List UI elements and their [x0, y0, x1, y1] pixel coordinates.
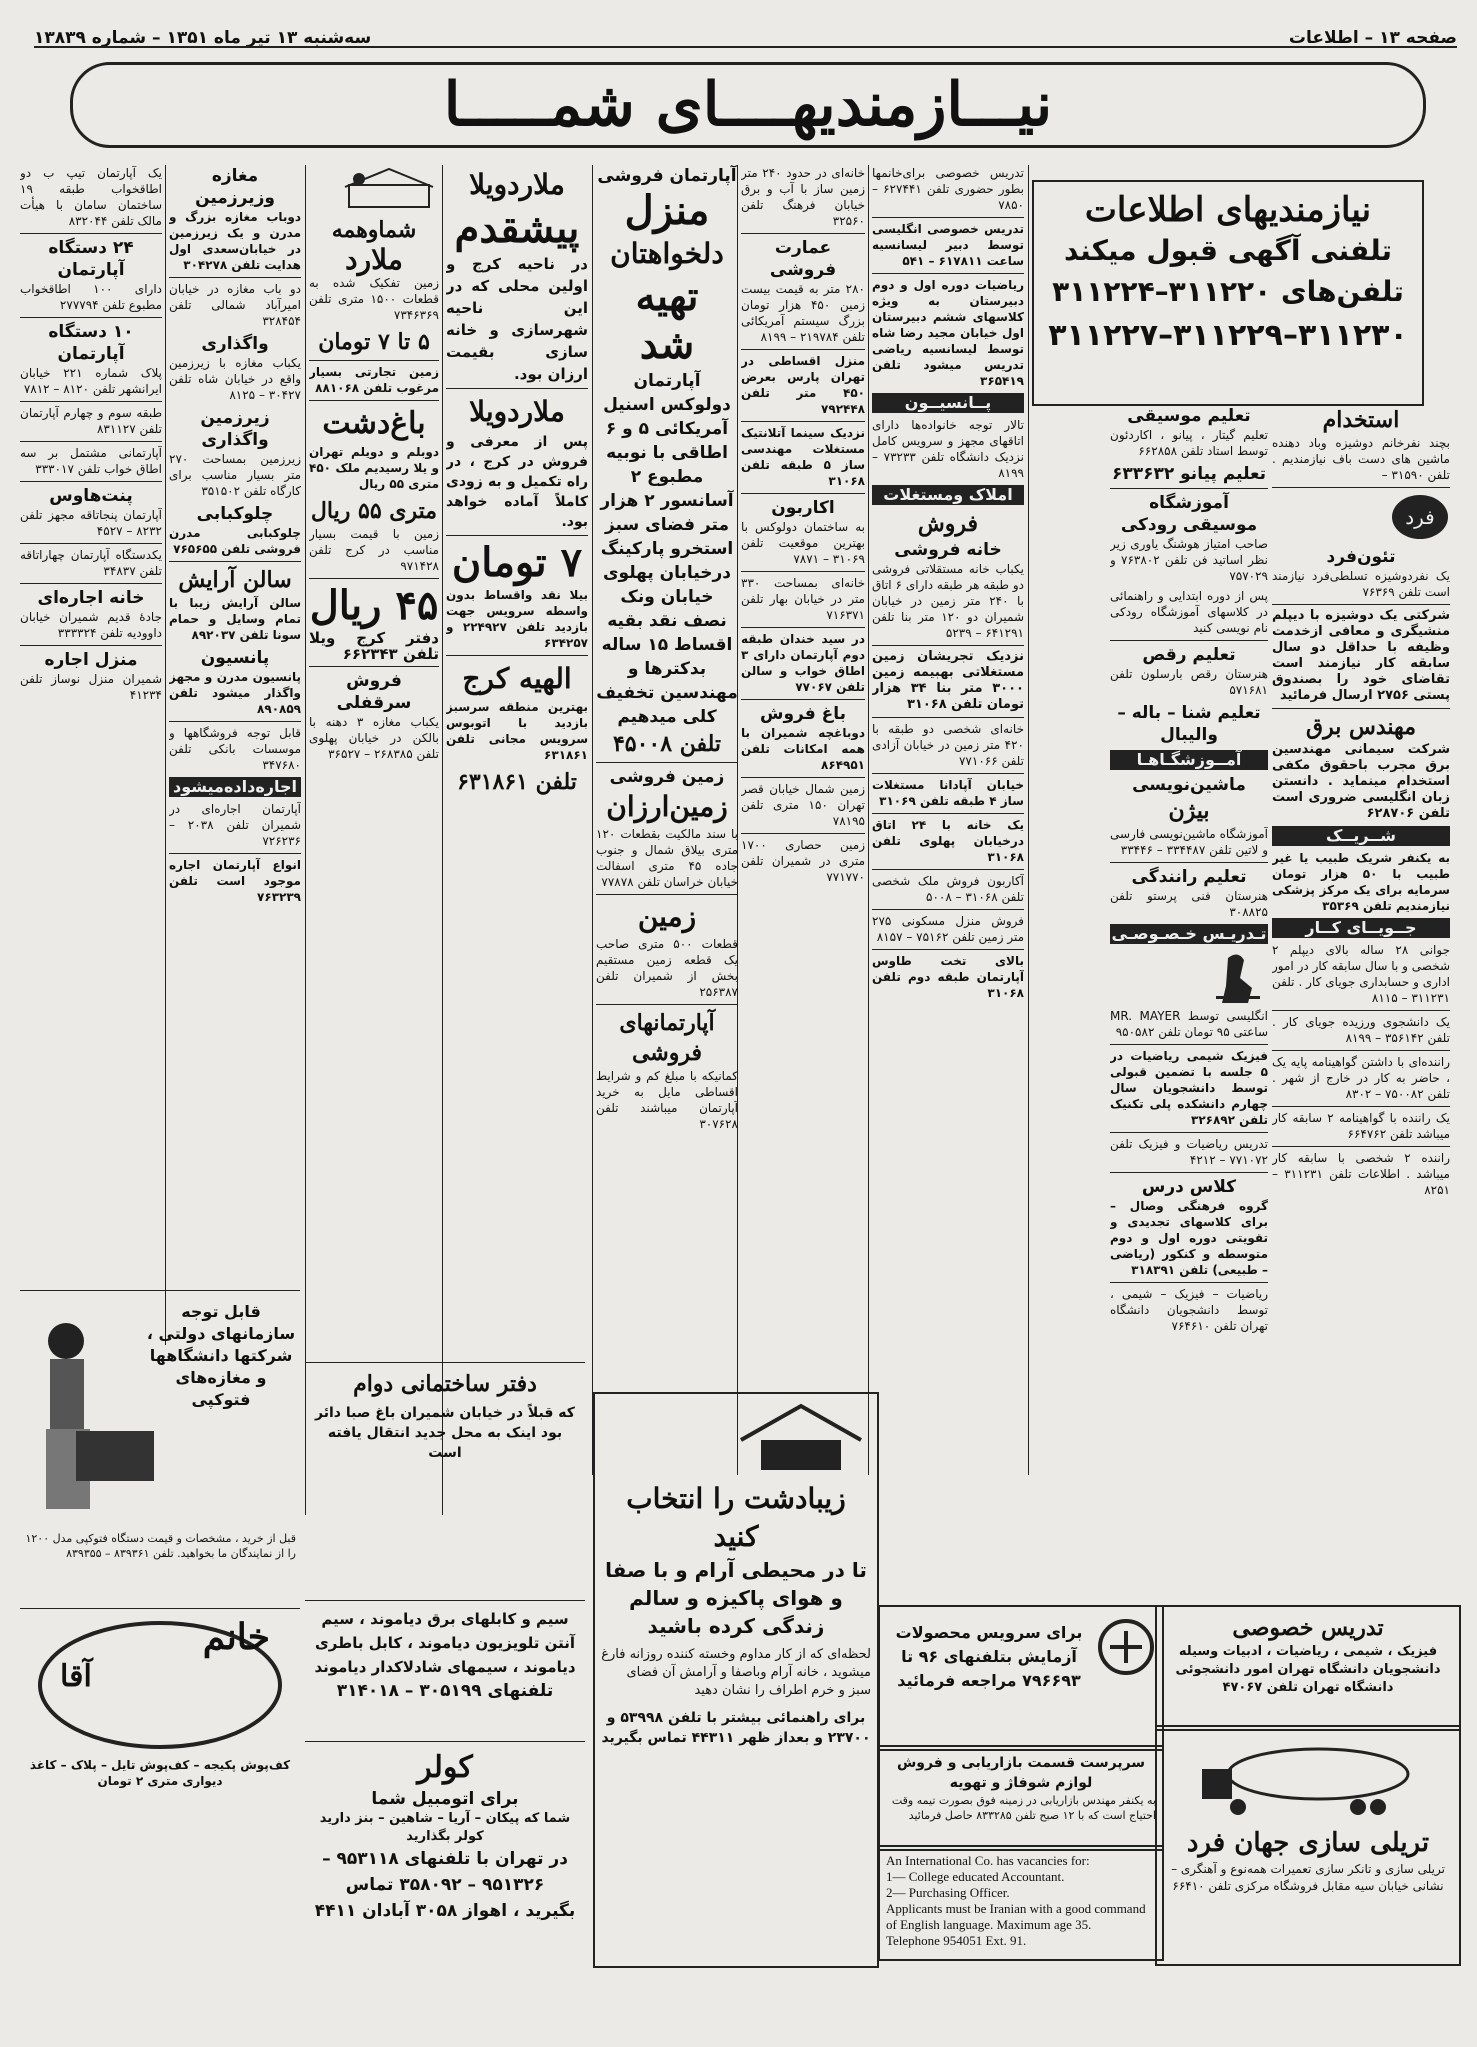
heading-akarbon: اکاربون	[771, 498, 835, 518]
elahieh-phone: تلفن ۶۳۱۸۶۱	[457, 769, 577, 795]
heading-24: ۲۴ دستگاه آپارتمان	[48, 238, 134, 280]
ad-7-6: یکباب مغازه ۳ دهنه با بالکن در خیابان پهلوی تلفن ۲۶۸۳۸۵ – ۳۶۵۲۷	[309, 715, 439, 761]
ad-khaneh: یکباب خانه مستقلاتی فروشی دو طبقه هر طبقه دارای ۶ اتاق با ۲۴۰ متر زمین در خیابان شمیران دو ۱۲۰ متر بنا تلفن ۶۴۱۲۹۱ – ۵۲۳۹	[872, 562, 1024, 640]
diamond-phone: تلفنهای ۳۰۵۱۹۹ – ۳۱۴۰۱۸	[336, 1681, 554, 1701]
villa-logo	[309, 165, 439, 215]
tooneh-logo	[1272, 492, 1450, 542]
issue-date: سه‌شنبه ۱۳ تیر ماه ۱۳۵۱ – شماره ۱۳۸۳۹	[34, 28, 372, 48]
heading-pansion: پــانسیــون	[872, 393, 1024, 413]
heading-salon: سالن آرایش	[178, 567, 292, 593]
ad-amoozeshgah-2: پس از دوره ابتدایی و راهنمائی در کلاسهای آموزشگاه رودکی نام نویسی کنید	[1110, 589, 1268, 635]
ad-8-5: چلوکبابی مدرن فروشی تلفن ۷۶۵۶۵۵	[169, 526, 301, 556]
ad-8-4: زیرزمین بمساحت ۲۷۰ متر بسیار مناسب برای کارگاه تلفن ۳۵۱۵۰۲	[169, 452, 301, 498]
heading-manzel: منزل	[624, 187, 710, 234]
photocopy-heading: قابل توجه سازمانهای دولتی ، شرکتها دانشگاهها و مغازه‌های فتوکپی	[146, 1302, 296, 1409]
section-title: نیـــازمندیهــــای شمـــــا	[70, 62, 1426, 148]
ad-khiaban: خیابان آپادانا مستغلات ساز ۴ طبقه تلفن ۳۱۰۶۹	[872, 778, 1024, 808]
heading-shena: تعلیم شنا – باله – والیبال	[1117, 703, 1261, 745]
ad-9-1: یک آپارتمان تیپ ب دو اطاقخواب طبقه ۱۹ ساختمان سامان با هیأت مالک تلفن ۸۳۲۰۴۴	[20, 166, 162, 228]
ad-fizik: فیزیک شیمی ریاضیات در ۵ جلسه با تضمین قبولی توسط دانشجویان سال چهارم دانشکده پلی تکنیک تلفن ۳۲۶۸۹۲	[1110, 1049, 1268, 1127]
ad-9-2: دارای ۱۰۰ اطاقخواب مطبوع تلفن ۲۷۷۷۹۴	[20, 282, 162, 312]
heading-khaneh-ejareh: خانه اجاره‌ای	[37, 588, 145, 608]
heading-chelokababi: چلوکبابی	[196, 504, 274, 524]
english-line-2: 1— College educated Accountant.	[886, 1869, 1065, 1884]
column-9	[20, 165, 162, 1265]
ad-zamin: با سند مالکیت بقطعات ۱۲۰ متری بیلاق شمال و جنوب جاده ۴۵ متری اسفالت خیابان خراسان تلفن ۷۷۸۷۸	[596, 827, 738, 889]
english-line-1: An International Co. has vacancies for:	[886, 1853, 1090, 1868]
heading-moosighi: تعلیم موسیقی	[1127, 406, 1251, 426]
column-rule	[305, 165, 306, 1515]
heading-sarqofli: فروش سرقفلی	[336, 671, 412, 713]
azmayesh-ad	[878, 1605, 1164, 1751]
cooler-title: کولر	[417, 1750, 473, 1785]
flooring-text: کف‌پوش پکیجه – کف‌پوش تایل – پلاک – کاغذ دیواری متری ۲ تومان	[29, 1758, 291, 1788]
photocopy-ad	[20, 1290, 300, 1601]
heading-ejareh: اجاره‌داده‌میشود	[169, 777, 301, 797]
writing-figure-icon	[1110, 948, 1268, 1008]
heading-elahieh: الهیه کرج	[462, 662, 572, 695]
heading-zamin-arzan: زمین‌ارزان	[606, 790, 728, 823]
ad-8-1: دوباب مغازه بزرگ و مدرن و یک زیرزمین در خیابان‌سعدی اول هدایت تلفن ۳۰۴۲۷۸	[169, 210, 301, 272]
ad-apart-text: آپارتمان دولوکس اسنیل آمریکائی ۵ و ۶ اطاقی با نوبیه مطبوع ۲ آسانسور ۲ هزار متر فضای سبز استخرو پارکینگ درخیابان پهلوی خیابان ونک نصف نقد بقیه اقساط ۱۵ ساله بدکترها و مهندسین تخفیف کلی میدهیم	[596, 371, 738, 727]
english-vacancy-ad	[878, 1845, 1164, 1961]
ad-8-9: آپارتمان اجاره‌ای در شمیران تلفن ۲۰۳۸ – ۷۲۶۲۳۶	[169, 802, 301, 848]
ad-kelas: گروه فرهنگی وصال – برای کلاسهای تجدیدی و تقویتی دوره اول و دوم متوسطه و کنکور (ریاضی – طبیعی) تلفن ۳۱۸۳۹۱	[1110, 1199, 1268, 1277]
column-rule	[868, 165, 869, 1475]
ad-malard-2: پس از معرفی و فروش در کرج ، در راه تکمیل و به زودی کاملاً آماده خواهد بود.	[446, 434, 588, 530]
ad-english: انگلیسی توسط MR. MAYER ساعتی ۹۵ تومان تلفن ۹۵۰۵۸۲	[1110, 1009, 1268, 1039]
ad-toonfard: یک نفردوشیزه تسلطی‌فرد نیازمند است تلفن ۷۶۳۶۹	[1272, 569, 1450, 599]
heading-manzel-ejareh: منزل اجاره	[44, 650, 138, 670]
heading-mashin: ماشین‌نویسی	[1132, 775, 1246, 795]
heading-pansion: پانسیون	[200, 648, 270, 668]
ad-9-9: شمیران منزل نوساز تلفن ۴۱۲۳۴	[20, 672, 162, 702]
ad-5-8: زمین شمال خیابان قصر تهران ۱۵۰ متری تلفن ۷۸۱۹۵	[741, 782, 865, 828]
cooler-sub: برای اتومبیل شما	[371, 1789, 519, 1809]
ad-8-7: پانسیون مدرن و مجهز واگذار میشود تلفن ۸۹۰۸۵۹	[169, 670, 301, 716]
sarparast-text: به یکنفر مهندس بازاریابی در زمینه فوق بصورت تیمه وقت احتیاج است که با ۱۲ صبح تلفن ۸۳۳۲۸۵ حاصل فرمائید	[891, 1794, 1156, 1822]
heading-10: ۱۰ دستگاه آپارتمان	[48, 322, 134, 364]
ad-moosighi: تعلیم گیتار ، پیانو ، اکاردئون توسط استاد تلفن ۶۶۲۸۵۸	[1110, 428, 1268, 458]
heading-tahieh: تهیه	[635, 273, 699, 320]
svg-text:فرد: فرد	[1405, 505, 1435, 529]
ad-jooya: جوانی ۲۸ ساله بالای دیپلم ۲ شخصی و با سال سابقه کار در امور اداری و حسابداری جویای کار . تلفن ۳۱۱۲۳۱ – ۸۱۱۵	[1272, 943, 1450, 1005]
heading-amlak: املاک ومستغلات	[872, 485, 1024, 505]
heading-vagozari: واگذاری	[201, 334, 269, 354]
heading-7toman: ۷ تومان	[451, 539, 583, 586]
ad-sherkat: شرکتی یک دوشیزه با دیپلم منشیگری و معافی ازخدمت وظیفه با حداقل دو سال سابقه کار نیازمند است تقاضای خود را بصندوق پستی ۲۷۵۶ ارسال فرمائید	[1272, 608, 1450, 703]
heading-aparteman: آپارتمانهای فروشی	[619, 1010, 715, 1066]
heading-zirzamin: زیرزمین واگذاری	[200, 408, 270, 450]
heading-55rial: متری ۵۵ ریال	[310, 498, 438, 524]
heading-amoozeshgaha: آمــوزشگـاهـا	[1110, 750, 1268, 770]
davam-title: دفتر ساختمانی دوام	[353, 1371, 537, 1397]
ad-bizhan: آموزشگاه ماشین‌نویسی فارسی و لاتین تلفن ۳۳۴۴۸۷ – ۳۳۴۴۶	[1110, 827, 1268, 857]
ad-apart: آکاربون فروش ملک شخصی تلفن ۳۱۰۶۸ – ۵۰۰۸	[872, 874, 1024, 904]
ad-khaneh-3: یک خانه با ۲۴ اتاق درخیابان پهلوی تلفن ۳۱۰۶۸	[872, 818, 1024, 864]
ad-riazi: ریاضیات دوره اول و دوم دبیرستان به ویژه کلاسهای ششم دبیرستان اول خیابان مجید رضا شاه توسط لیسانسیه ریاضی تدریس میشود تلفن ۳۶۵۴۱۹	[872, 278, 1024, 388]
ad-tadris-2: تدریس خصوصی انگلیسی توسط دبیر لیسانسیه ساعت ۶۱۷۸۱۱ – ۵۴۱	[872, 222, 1024, 268]
ad-pansion: تالار توجه خانواده‌ها دارای اتاقهای مجهز و سرویس کامل نزدیک دانشگاه تلفن ۷۳۲۳۳ – ۸۱۹۹	[872, 418, 1024, 480]
ad-foroosh-2: فروش منزل مسکونی ۲۷۵ متر زمین تلفن ۷۵۱۶۲ – ۸۱۵۷	[872, 914, 1024, 944]
khanum-title: خانم	[202, 1616, 270, 1658]
diamond-text: سیم و کابلهای برق دیاموند ، سیم آنتن تلویزیون دیاموند ، کابل باطری دیاموند ، سیمهای شادلاکدار دیاموند	[314, 1610, 576, 1676]
ad-5-3: ۲۸۰ متر به قیمت بیست زمین ۴۵۰ هزار تومان بزرگ سیستم آمریکائی تلفن ۲۱۹۷۸۴ – ۸۱۹۹	[741, 282, 865, 344]
tanker-truck-icon	[1198, 1739, 1418, 1819]
column-6	[446, 165, 588, 1345]
ad-5-1: خانه‌ای در حدود ۲۴۰ متر زمین ساز با آب و برق خیابان فرهنگ تلفن ۳۲۵۶۰	[741, 166, 865, 228]
ad-ranandeh-2: یک راننده با گواهینامه ۲ سابقه کار میباشد تلفن ۶۶۴۷۶۲	[1272, 1111, 1450, 1141]
azmayesh-text: برای سرویس محصولات آزمایش بتلفنهای ۹۶ تا ۷۹۶۶۹۳ مراجعه فرمائید	[895, 1623, 1083, 1690]
heading-kelas: کلاس درس	[1141, 1177, 1237, 1197]
woman-with-copier-icon	[26, 1311, 156, 1521]
column-rule	[592, 165, 593, 1475]
ad-nazdik: نزدیک تجریشان زمین مستغلاتی بهبیمه زمین ۳۰۰۰ متر بنا ۳۴ هزار تومان تلفن ۳۱۰۶۸	[872, 649, 1024, 712]
info-sub: تلفنی آگهی قبول میکند	[1063, 234, 1393, 267]
ad-7-3: دوبلم و دویلم تهران و یلا رسیدیم ملک ۴۵۰ متری ۵۵ ریال	[309, 445, 439, 491]
ad-9-6: آپارتمان پنجاتاقه مجهز تلفن ۸۲۳۲ – ۴۵۲۷	[20, 508, 162, 538]
column-1	[1272, 405, 1450, 1480]
ad-amoozeshgah: صاحب امتیاز هوشنگ یاوری زیر نظر اساتید فن تلفن ۷۶۳۸۰۲ و ۷۵۷۰۲۹	[1110, 537, 1268, 583]
cooler-ahvaz: بگیرید ، اهواز ۳۰۵۸ آبادان ۴۴۱۱	[314, 1901, 576, 1921]
ad-9-8: جادهٔ قدیم شمیران خیابان داوودیه تلفن ۳۳۳۳۲۴	[20, 610, 162, 640]
ad-khaneh-2: خانه‌ای شخصی دو طبقه با ۴۲۰ متر زمین در خیابان آزادی تلفن ۷۷۱۰۶۶	[872, 722, 1024, 768]
ad-daneshjoo: یک دانشجوی ورزیده جویای کار . تلفن ۳۵۶۱۴۲ – ۸۱۹۹	[1272, 1015, 1450, 1045]
ad-ranandegi: هنرستان فنی پرستو تلفن ۳۰۸۸۲۵	[1110, 889, 1268, 919]
heading-raqs: تعلیم رقص	[1142, 645, 1236, 665]
tadris-bottom-text: فیزیک ، شیمی ، ریاضیات ، ادبیات وسیله دانشجویان دانشگاه تهران امور دانشجوئی دانشگاه تهران تلفن ۴۷۰۶۷	[1175, 1644, 1441, 1695]
heading-malard: ملارد	[345, 243, 403, 276]
flooring-ad	[20, 1608, 300, 1799]
column-rule	[165, 165, 166, 1345]
column-7	[309, 165, 439, 1345]
ad-7-1: زمین تفکیک شده به قطعات ۱۵۰۰ متری تلفن ۷۳۴۶۳۶۹	[309, 276, 439, 322]
heading-del: دلخواهتان	[610, 237, 724, 270]
ad-5-7: در سید خندان طبقه دوم آپارتمان دارای ۳ اطاق خواب و سالن تلفن ۷۷۰۶۷	[741, 632, 865, 694]
ad-estekhdam: بچند نفرخانم دوشیزه وباد دهنده ماشین های دست باف نیازمندیم . تلفن ۳۱۵۹۰ –	[1272, 436, 1450, 482]
heading-45rial: ۴۵ ریال	[309, 582, 439, 629]
ad-5-5: نزدیک سینما آتلانتیک مستغلات مهندسی ساز ۵ طبقه تلفن ۳۱۰۶۸	[741, 426, 865, 488]
info-title: نیازمندیهای اطلاعات	[1084, 190, 1372, 230]
heading-bagh: باغ فروش	[759, 704, 847, 724]
heading-ranandegi: تعلیم رانندگی	[1131, 867, 1247, 887]
zibadasht-text: لحظه‌ای که از کار مداوم وخسته کننده روزانه فارغ میشوید ، خانه آرام وباصفا و آرامش آن فضای سبز و خرم اطراف را نشان دهید	[601, 1647, 871, 1698]
ad-5-6: خانه‌ای بمساحت ۳۳۰ متر در خیابان بهار تلفن ۷۱۶۳۷۱	[741, 576, 865, 622]
ad-zamin-2: قطعات ۵۰۰ متری صاحب یک قطعه زمین مستقیم بخش از شمیران تلفن ۲۵۶۳۸۷	[596, 937, 738, 999]
sarparast-ad	[878, 1745, 1164, 1851]
zibadasht-sub: تا در محیطی آرام و با صفا و هوای پاکیزه و سالم زندگی کرده باشید	[605, 1558, 867, 1638]
zibadasht-ad	[593, 1392, 879, 1968]
ad-9-4: طبقه سوم و چهارم آپارتمان تلفن ۸۳۱۱۲۷	[20, 406, 162, 436]
heading-shamahmeh: شماوهمه	[331, 217, 417, 243]
ad-ranandeh-3: راننده ۲ شخصی با سابقه کار میباشد . اطلاعات تلفن ۳۱۱۲۳۱ – ۸۲۵۱	[1272, 1151, 1450, 1197]
heading-estekhdam: استخدام	[1322, 407, 1400, 433]
heading-jooya: جــویــای کــار	[1272, 918, 1450, 938]
ad-bala: بالای تخت طاوس آپارتمان طبقه دوم تلفن ۳۱۰۶۸	[872, 954, 1024, 1000]
heading-zamin-2: زمین	[637, 900, 697, 933]
ad-malard: در ناحیه کرج و اولین محلی که در این ناحیه شهرسازی و خانه سازی بقیمت ارزان بود.	[446, 255, 588, 383]
english-line-3: 2— Purchasing Officer.	[886, 1885, 1010, 1900]
column-8	[169, 165, 301, 1265]
ad-5-9: زمین حصاری ۱۷۰۰ متری در شمیران تلفن ۷۷۱۷۷۰	[741, 838, 865, 884]
ad-9-7: یکدستگاه آپارتمان چهاراتاقه تلفن ۳۴۸۳۷	[20, 548, 162, 578]
heading-tadris: تـدریـس خـصـوصـی	[1111, 924, 1267, 943]
davam-ad	[305, 1362, 585, 1593]
ad-8-10: انواع آپارتمان اجاره موجود است تلفن ۷۶۳۲۳۹	[169, 858, 301, 904]
ad-riazi: تدریس ریاضیات و فیزیک تلفن ۷۷۱۰۷۲ – ۴۲۱۲	[1110, 1137, 1268, 1167]
ad-8-2: دو باب مغازه در خیابان امیرآباد شمالی تلفن ۳۲۸۴۵۴	[169, 282, 301, 328]
heading-foroosh: فروش	[917, 511, 979, 537]
ad-raqs: هنرستان رقص بارسلون تلفن ۵۷۱۶۸۱	[1110, 667, 1268, 697]
page-number: صفحه ۱۳ – اطلاعات	[1288, 28, 1457, 48]
tadris-bottom-title: تدریس خصوصی	[1232, 1615, 1384, 1641]
sarparast-title: سرپرست قسمت بازاریابی و فروش لوازم شوفاژ و تهویه	[896, 1755, 1146, 1791]
ad-8-6: سالن آرایش زیبا با تمام وسایل و حمام سونا تلفن ۸۹۲۰۳۷	[169, 596, 301, 642]
trailer-ad	[1155, 1725, 1461, 1966]
apart-phone: تلفن ۴۵۰۰۸	[612, 731, 722, 757]
diamond-ad	[305, 1600, 585, 1742]
column-rule	[1028, 165, 1029, 1475]
zibadasht-logo	[601, 1400, 871, 1480]
ad-elahieh: بهترین منطقه سرسبز بازدید با اتوبوس سرویس مجانی تلفن ۶۳۱۸۶۱	[446, 700, 588, 762]
ad-7-4: زمین با قیمت بسیار مناسب در کرج تلفن ۹۷۱۴۲۸	[309, 527, 439, 573]
header-rule	[34, 46, 1457, 48]
zibadasht-title: زیبادشت‌ را انتخاب کنید	[626, 1482, 846, 1553]
heading-5ta7: ۵ تا ۷ تومان	[318, 329, 430, 355]
heading-emarat: عمارت فروشی	[769, 238, 837, 280]
ad-5-4: منزل اقساطی در تهران پارس بعرض ۴۵۰ متر تلفن ۷۹۲۴۴۸	[741, 354, 865, 416]
column-2	[872, 165, 1024, 1430]
ad-apart-2: کمانیکه با مبلغ کم و شرایط اقساطی مایل به خرید آپارتمان میباشند تلفن ۳۰۷۶۲۸	[596, 1069, 738, 1131]
info-phones-2: ۳۱۱۲۳۰–۳۱۱۲۲۹–۳۱۱۲۲۷	[1048, 318, 1408, 353]
heading-mohandes: مهندس برق	[1306, 714, 1416, 740]
column-3	[1110, 405, 1268, 1480]
heading-penthouse: پنت‌هاوس	[49, 486, 133, 506]
heading-baghdasht: باغ‌دشت	[322, 406, 426, 441]
ad-8-8: قابل توجه فروشگاهها و موسسات بانکی تلفن ۳۴۷۶۸۰	[169, 726, 301, 772]
info-box	[1032, 180, 1424, 406]
heading-khaneh: خانه فروشی	[894, 540, 1002, 560]
cooler-phone: در تهران با تلفنهای ۹۵۳۱۱۸ – ۹۵۱۳۲۶ – ۳۵۸۰۹۲ تماس	[322, 1849, 568, 1895]
heading-malard: ملاردویلا	[469, 168, 565, 201]
ad-bagh: دوباغچه شمیران با همه امکانات تلفن ۸۶۴۹۵۱	[741, 726, 865, 772]
heading-maghazeh: مغازه وزیرزمین	[195, 166, 275, 208]
column-4	[596, 165, 738, 1430]
ad-riazi-2: ریاضیات – فیزیک – شیمی ، توسط دانشجویان دانشگاه تهران تلفن ۷۶۴۶۱۰	[1110, 1287, 1268, 1333]
info-phones-1: تلفن‌های ۳۱۱۲۲۰–۳۱۱۲۲۴	[1052, 275, 1404, 308]
ad-mohandes: شرکت سیمانی مهندسین برق مجرب باحقوق مکفی استخدام مینماید . دانستن زبان انگلیسی ضروری است تلفن ۶۲۸۷۰۶	[1272, 742, 1450, 821]
english-line-5: Telephone 954051 Ext. 91.	[886, 1933, 1027, 1948]
cooler-text: شما که پیکان – آریا – شاهین – بنز دارید کولر بگذارید	[319, 1811, 571, 1844]
heading-sharik: شــریــک	[1272, 826, 1450, 846]
tadris-bottom-ad	[1155, 1605, 1461, 1731]
azmayesh-logo	[1096, 1617, 1156, 1677]
zibadasht-phone: برای راهنمائی بیشتر با تلفن ۵۳۹۹۸ و ۲۳۷۰۰ و بعداز ظهر ۴۴۳۱۱ تماس بگیرید	[601, 1710, 871, 1746]
ad-8-3: یکباب مغازه با زیرزمین واقع در خیابان شاه تلفن ۳۰۴۲۷ – ۸۱۲۵	[169, 356, 301, 402]
ad-9-5: آپارتمانی مشتمل بر سه اطاق خواب تلفن ۳۳۳۰۱۷	[20, 446, 162, 476]
ad-7toman: بیلا نقد واقساط بدون واسطه سرویس جهت بازدید تلفن ۲۲۴۹۲۷ و ۶۳۴۲۵۷	[446, 588, 588, 650]
heading-zamin: زمین فروشی	[609, 767, 725, 787]
trailer-title: تریلی سازی جهان فرد	[1186, 1828, 1430, 1858]
ad-7-5: دفتر کرج ویلا تلفن ۶۶۲۳۴۳	[309, 629, 439, 663]
aqa-title: آقا	[60, 1659, 92, 1694]
heading-amoozeshgah: آموزشگاه موسیقی رودکی	[1120, 493, 1258, 535]
heading-pishqadam: پیشقدم	[454, 205, 580, 252]
heading-malard-2: ملاردویلا	[469, 395, 565, 428]
ad-ranandeh: راننده‌ای با داشتن گواهینامه پایه یک ، حاضر به کار در خارج از شهر . تلفن ۷۵۰۰۸۲ – ۸۳۰۲	[1272, 1055, 1450, 1101]
trailer-text: تریلی سازی و تانکر سازی تعمیرات همه‌نوع و آهنگری – نشانی خیابان سیه مقابل فروشگاه مرکزی تلفن ۶۶۴۱۰	[1171, 1862, 1445, 1893]
running-header	[34, 6, 1457, 46]
ad-9-3: پلاک شماره ۲۲۱ خیابان ایرانشهر تلفن ۸۱۲۰ – ۷۸۱۲	[20, 366, 162, 396]
davam-text: که قبلاً در خیابان شمیران باغ صبا دائر بود اینک به محل جدید انتقال یافته است	[315, 1405, 575, 1461]
ad-tadris-1: تدریس خصوصی برای‌خانمها بطور حضوری تلفن ۶۲۷۴۴۱ – ۷۸۵۰	[872, 166, 1024, 212]
column-rule	[442, 165, 443, 1515]
heading-bizhan: بیژن	[1168, 798, 1210, 824]
cooler-ad	[305, 1748, 585, 1948]
heading-apart: آپارتمان فروشی	[597, 166, 737, 186]
heading-piano: تعلیم پیانو ۶۳۳۶۳۲	[1111, 464, 1267, 484]
heading-shod: شد	[639, 321, 695, 368]
heading-toonfard: تئون‌فرد	[1326, 547, 1396, 567]
english-line-4: Applicants must be Iranian with a good command of English language. Maximum age 35.	[886, 1901, 1146, 1932]
ad-7-2: زمین تجارتی بسیار مرغوب تلفن ۸۸۱۰۶۸	[309, 365, 439, 395]
column-5	[741, 165, 865, 1430]
ad-akarbon: به ساختمان دولوکس با بهترین موقعیت تلفن ۳۱۰۶۹ – ۷۸۷۱	[741, 520, 865, 566]
ad-sharik: به یکنفر شریک طبیب یا غیر طبیب با ۵۰ هزار تومان سرمایه برای یک مرکز پزشکی نیازمندیم تلفن ۳۵۳۶۹	[1272, 851, 1450, 913]
photocopy-text: قبل از خرید ، مشخصات و قیمت دستگاه فتوکپی مدل ۱۲۰۰ را از نمایندگان ما بخواهید. تلفن ۸۳۹۳۶۱ – ۸۳۹۳۵۵	[25, 1532, 296, 1560]
